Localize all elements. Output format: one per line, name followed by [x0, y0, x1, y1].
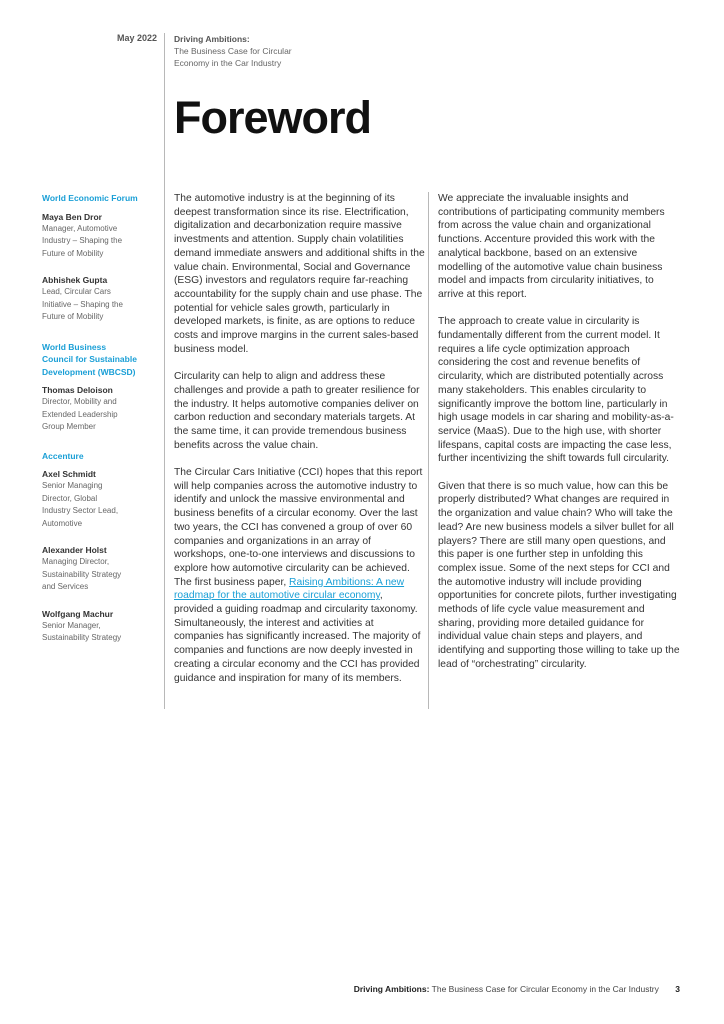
- person-role: Senior Managing Director, Global Industry Sector Lead, Automotive: [42, 481, 119, 528]
- person-name: Abhishek Gupta: [42, 275, 108, 285]
- footer-title: The Business Case for Circular Economy in the Car Industry: [431, 984, 659, 994]
- org-name: Accenture: [42, 450, 84, 461]
- person-role: Director, Mobility and Extended Leadership Group Member: [42, 397, 118, 431]
- person: [42, 468, 162, 530]
- contributors-sidebar: [42, 192, 162, 645]
- page-number: 3: [675, 984, 680, 994]
- person-role: Senior Manager, Sustainability Strategy: [42, 620, 122, 642]
- person-role: Lead, Circular Cars Initiative – Shaping the Future of Mobility: [42, 287, 123, 321]
- org-group: [42, 192, 162, 324]
- person-name: Alexander Holst: [42, 545, 107, 555]
- person-name: Thomas Deloison: [42, 385, 113, 395]
- paragraph: Circularity can help to align and address these challenges and provide a path to greater resilience for the industry. It helps automotive companies deliver on carbon reduction and secondary materials targets. At the same time, it can provide tremendous business benefits across the value chain.: [174, 371, 420, 451]
- page-title: Foreword: [174, 92, 372, 143]
- person-role: Managing Director, Sustainability Strategy and Services: [42, 557, 122, 591]
- person-name: Axel Schmidt: [42, 469, 96, 479]
- person-role: Manager, Automotive Industry – Shaping the Future of Mobility: [42, 223, 123, 258]
- paragraph: The Circular Cars Initiative (CCI) hopes that this report will help companies across the automotive industry to identify and unlock the massive environmental and business benefits of a circular economy. Over the last two years, the CCI has convened a group of over 60 companies and organizations in an array of workshops, one-to-one interviews and discussions to explore how automotive circularity can be achieved. The first business paper, Raising Ambitions: A new roadmap for the automotive circular economy, provided a guiding roadmap and circularity taxonomy. Simultaneously, the interest and activities at companies has significantly increased. The majority of companies and functions are now deeply invested in creating a circular economy and the CCI has provided guidance and inspiration for many of its members.: [174, 467, 423, 684]
- header-title-bold: Driving Ambitions:: [174, 34, 250, 44]
- raising-ambitions-link[interactable]: Raising Ambitions: A new roadmap for the automotive circular economy: [174, 576, 405, 602]
- org-group: [42, 450, 162, 645]
- page-footer: [354, 984, 680, 994]
- person: [42, 384, 162, 434]
- paragraph: The automotive industry is at the beginning of its deepest transformation since its rise. Electrification, digitalization and decarbonization require massive investments and attention. Supply chain volatilities demand immediate answers and additional shifts in the value chain. Environmental, Social and Governance (ESG) investors and regulators require far-reaching accountability for the supply chain and use phase. The potential for vehicle sales growth, particularly in developed markets, is finite, as are options to reduce costs and improve margins in the current sales-based business model.: [174, 193, 425, 355]
- body-column-1: [174, 192, 425, 699]
- org-group: [42, 341, 162, 434]
- header-title-line3: Economy in the Car Industry: [174, 58, 282, 68]
- header-date: May 2022: [116, 33, 157, 43]
- vertical-rule-right: [428, 192, 429, 709]
- body-column-2: [438, 192, 682, 685]
- footer-title-bold: Driving Ambitions:: [353, 984, 430, 994]
- person: [42, 544, 162, 594]
- org-name: World Business Council for Sustainable Development (WBCSD): [42, 341, 137, 377]
- paragraph: We appreciate the invaluable insights and contributions of participating community members from across the value chain and organizational functions. Accenture provided this work with the analytical backbone, based on an extensive modelling of the automotive value chain business model and impacts from circularity initiatives, to arrive at this report.: [438, 193, 665, 300]
- person: [42, 608, 162, 645]
- person: [42, 211, 162, 261]
- person-name: Maya Ben Dror: [42, 211, 102, 222]
- header-title: [174, 33, 344, 69]
- header-title-line2: The Business Case for Circular: [174, 46, 292, 56]
- paragraph: The approach to create value in circularity is fundamentally different from the current model. It requires a life cycle optimization approach considering the cost and revenue benefits of circularity, which are distributed potentially across many stakeholders. This enables circularity to significantly improve the bottom line, particularly in high usage models in car sharing and mobility-as-a-service (MaaS). Due to the high use, with shorter lifespans, capital costs are impacting the case less, further incentivizing the shift towards full circularity.: [438, 316, 674, 465]
- org-name: World Economic Forum: [42, 193, 138, 203]
- vertical-rule-left: [164, 33, 165, 709]
- paragraph: Given that there is so much value, how can this be properly distributed? What changes are required in the organization and value chain? Who will take the lead? Are new business models a silver bullet for all players? There are still many open questions, and this paper is one further step in unfolding this complex issue. Some of the next steps for CCI and the automotive industry will include providing opportunities for concrete pilots, further investigating methods of life cycle value measurement and sharing, providing more detailed guidance for individual value chain steps and players, and identifying and supporting those willing to take up the lead of “orchestrating” circularity.: [438, 480, 680, 670]
- person: [42, 274, 162, 324]
- person-name: Wolfgang Machur: [42, 608, 114, 619]
